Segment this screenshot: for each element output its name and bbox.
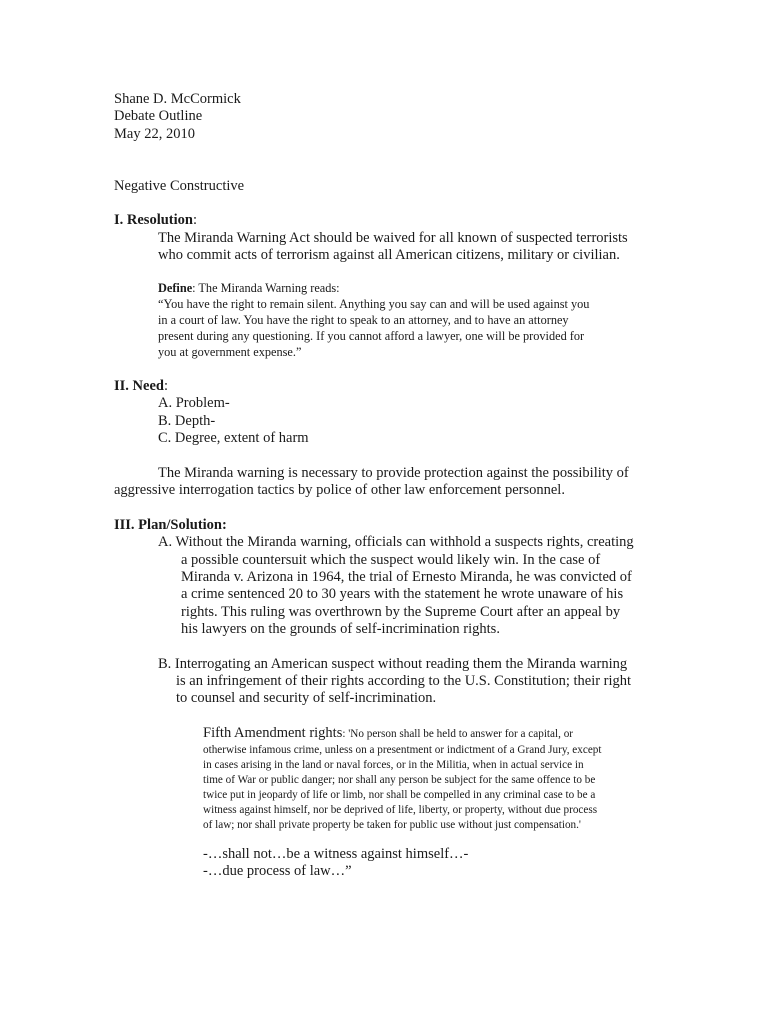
miranda-quote-line-4: you at government expense.” [158, 345, 302, 359]
fifth-amendment-line-4: time of War or public danger; nor shall any person be subject for the same offence to be [203, 774, 596, 786]
fifth-amendment-label: Fifth Amendment rights [203, 725, 343, 741]
plan-point-a-line-5: rights. This ruling was overthrown by the Supreme Court after an appeal by [181, 604, 621, 620]
plan-point-a-line-4: a crime sentenced 20 to 30 years with the statement he wrote unaware of his [181, 586, 624, 602]
resolution-line-1: The Miranda Warning Act should be waived for all known of suspected terrorists [158, 230, 628, 246]
plan-point-b-line-3: to counsel and security of self-incrimination. [176, 690, 437, 706]
plan-point-a-line-3: Miranda v. Arizona in 1964, the trial of Ernesto Miranda, he was convicted of [181, 569, 632, 585]
plan-point-a-line-1: A. Without the Miranda warning, officials can withhold a suspects rights, creating [158, 534, 634, 550]
document-type: Debate Outline [114, 108, 203, 124]
plan-point-b-line-1: B. Interrogating an American suspect without reading them the Miranda warning [158, 656, 628, 672]
plan-point-b-line-2: is an infringement of their rights according to the U.S. Constitution; their right [176, 673, 632, 689]
plan-point-a-line-2: a possible countersuit which the suspect would likely win. In the case of [181, 552, 601, 568]
need-item-degree: C. Degree, extent of harm [158, 430, 309, 446]
resolution-heading-colon: : [192, 212, 197, 228]
miranda-quote-line-2: in a court of law. You have the right to speak to an attorney, and to have an attorney [158, 313, 569, 327]
fifth-amendment-first-line [203, 725, 573, 742]
need-paragraph-line-2: aggressive interrogation tactics by police of other law enforcement personnel. [114, 482, 565, 498]
need-paragraph-line-1: The Miranda warning is necessary to provide protection against the possibility of [158, 465, 629, 481]
plan-point-a-line-6: his lawyers on the grounds of self-incrimination rights. [181, 621, 500, 637]
define-line [158, 281, 340, 296]
fifth-amendment-line-6: witness against himself, nor be deprived of life, liberty, or property, without due process [203, 804, 598, 816]
fifth-amendment-line-2: otherwise infamous crime, unless on a presentment or indictment of a Grand Jury, except [203, 744, 602, 756]
excerpt-due-process: -…due process of law…” [203, 863, 352, 879]
resolution-line-2: who commit acts of terrorism against all American citizens, military or civilian. [158, 247, 620, 263]
resolution-heading-text: I. Resolution [114, 212, 193, 228]
document-date: May 22, 2010 [114, 126, 195, 142]
excerpt-witness: -…shall not…be a witness against himself…- [203, 846, 469, 862]
plan-heading: III. Plan/Solution: [114, 517, 227, 533]
need-heading-colon: : [163, 378, 168, 394]
need-item-depth: B. Depth- [158, 413, 216, 429]
author-name: Shane D. McCormick [114, 91, 241, 107]
fifth-amendment-line-5: twice put in jeopardy of life or limb, nor shall be compelled in any criminal case to be a [203, 789, 596, 801]
miranda-quote-line-1: “You have the right to remain silent. Anything you say can and will be used against you [158, 297, 590, 311]
resolution-heading [114, 212, 197, 229]
need-item-problem: A. Problem- [158, 395, 230, 411]
need-heading-text: II. Need [114, 378, 164, 394]
define-label: Define [158, 281, 193, 295]
miranda-quote-line-3: present during any questioning. If you cannot afford a lawyer, one will be provided for [158, 329, 585, 343]
fifth-amendment-line-7: of law; nor shall private property be taken for public use without just compensation.' [203, 819, 581, 831]
fifth-amendment-text-start: : 'No person shall be held to answer for a capital, or [342, 728, 574, 740]
debate-side: Negative Constructive [114, 178, 245, 194]
need-heading [114, 378, 168, 395]
fifth-amendment-line-3: in cases arising in the land or naval forces, or in the Militia, when in actual service in [203, 759, 584, 771]
define-text: : The Miranda Warning reads: [192, 281, 340, 295]
